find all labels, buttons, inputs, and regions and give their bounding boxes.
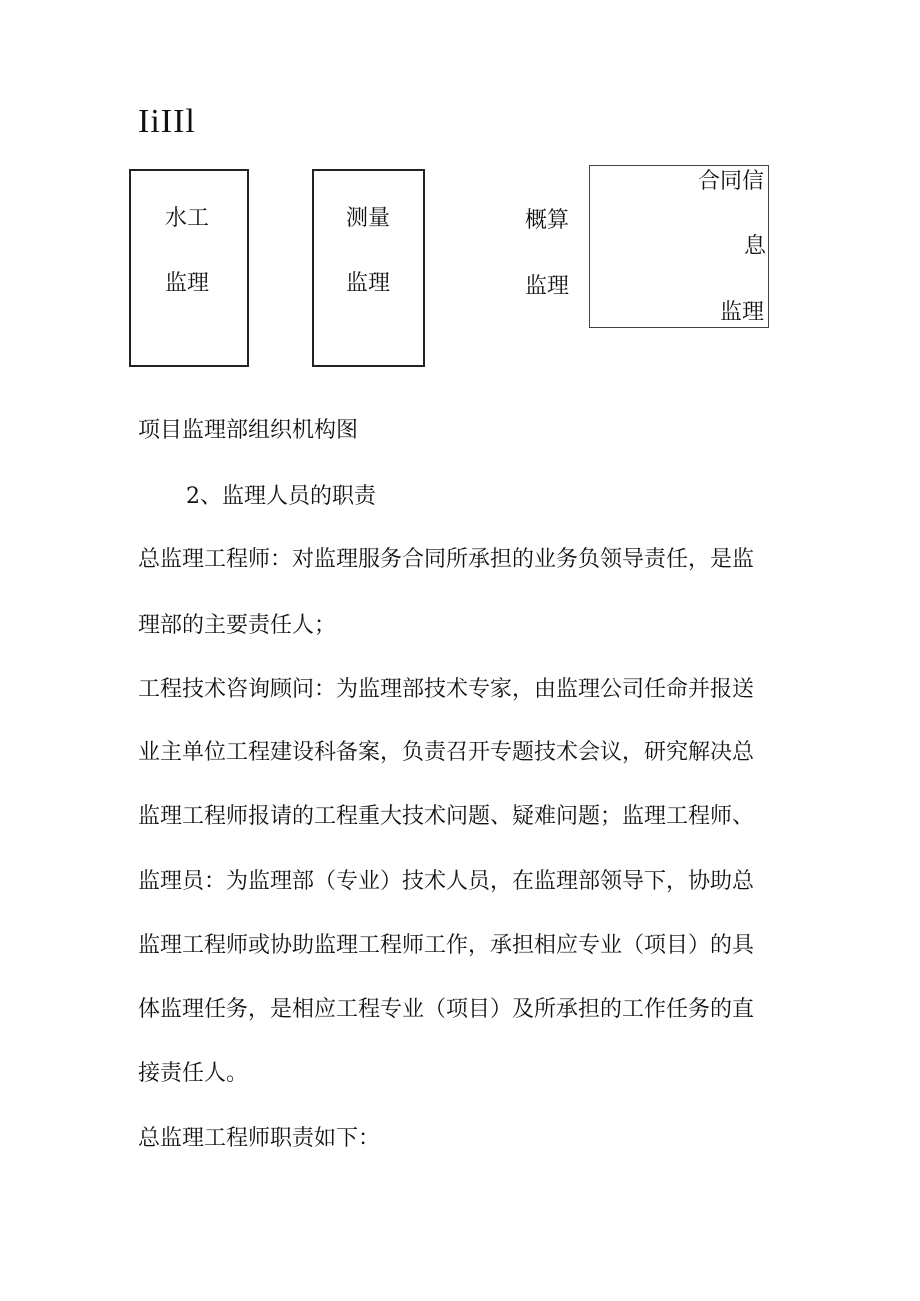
- paragraph-line: 总监理工程师职责如下：: [138, 1126, 381, 1151]
- paragraph-line: 监理工程师或协助监理工程师工作，承担相应专业（项目）的具: [138, 933, 755, 958]
- budget-line1: 概算: [525, 208, 570, 233]
- survey-box-line2: 监理: [346, 271, 391, 296]
- paragraph-line: 监理工程师报请的工程重大技术问题、疑难问题；监理工程师、: [138, 804, 755, 829]
- org-box-survey-supervision: [312, 169, 425, 367]
- paragraph-line: 总监理工程师：对监理服务合同所承担的业务负领导责任，是监: [138, 547, 755, 572]
- contract-box-line3: 监理: [720, 300, 765, 325]
- org-chart-caption: 项目监理部组织机构图: [138, 418, 359, 443]
- paragraph-line: 监理员：为监理部（专业）技术人员，在监理部领导下，协助总: [138, 869, 755, 894]
- water-box-line2: 监理: [165, 271, 210, 296]
- section-title: 2、监理人员的职责: [186, 484, 376, 509]
- header-mark: IiIIl: [138, 103, 196, 140]
- contract-box-line2: 息: [744, 234, 767, 259]
- paragraph-line: 理部的主要责任人；: [138, 613, 337, 638]
- paragraph-line: 工程技术咨询顾问：为监理部技术专家，由监理公司任命并报送: [138, 677, 755, 702]
- org-box-water-supervision: [129, 169, 249, 367]
- paragraph-line: 业主单位工程建设科备案，负责召开专题技术会议，研究解决总: [138, 740, 755, 765]
- paragraph-line: 接责任人。: [138, 1061, 249, 1086]
- water-box-line1: 水工: [165, 206, 210, 231]
- budget-line2: 监理: [525, 274, 570, 299]
- paragraph-line: 体监理任务，是相应工程专业（项目）及所承担的工作任务的直: [138, 997, 755, 1022]
- contract-box-line1: 合同信: [698, 169, 765, 194]
- survey-box-line1: 测量: [346, 206, 391, 231]
